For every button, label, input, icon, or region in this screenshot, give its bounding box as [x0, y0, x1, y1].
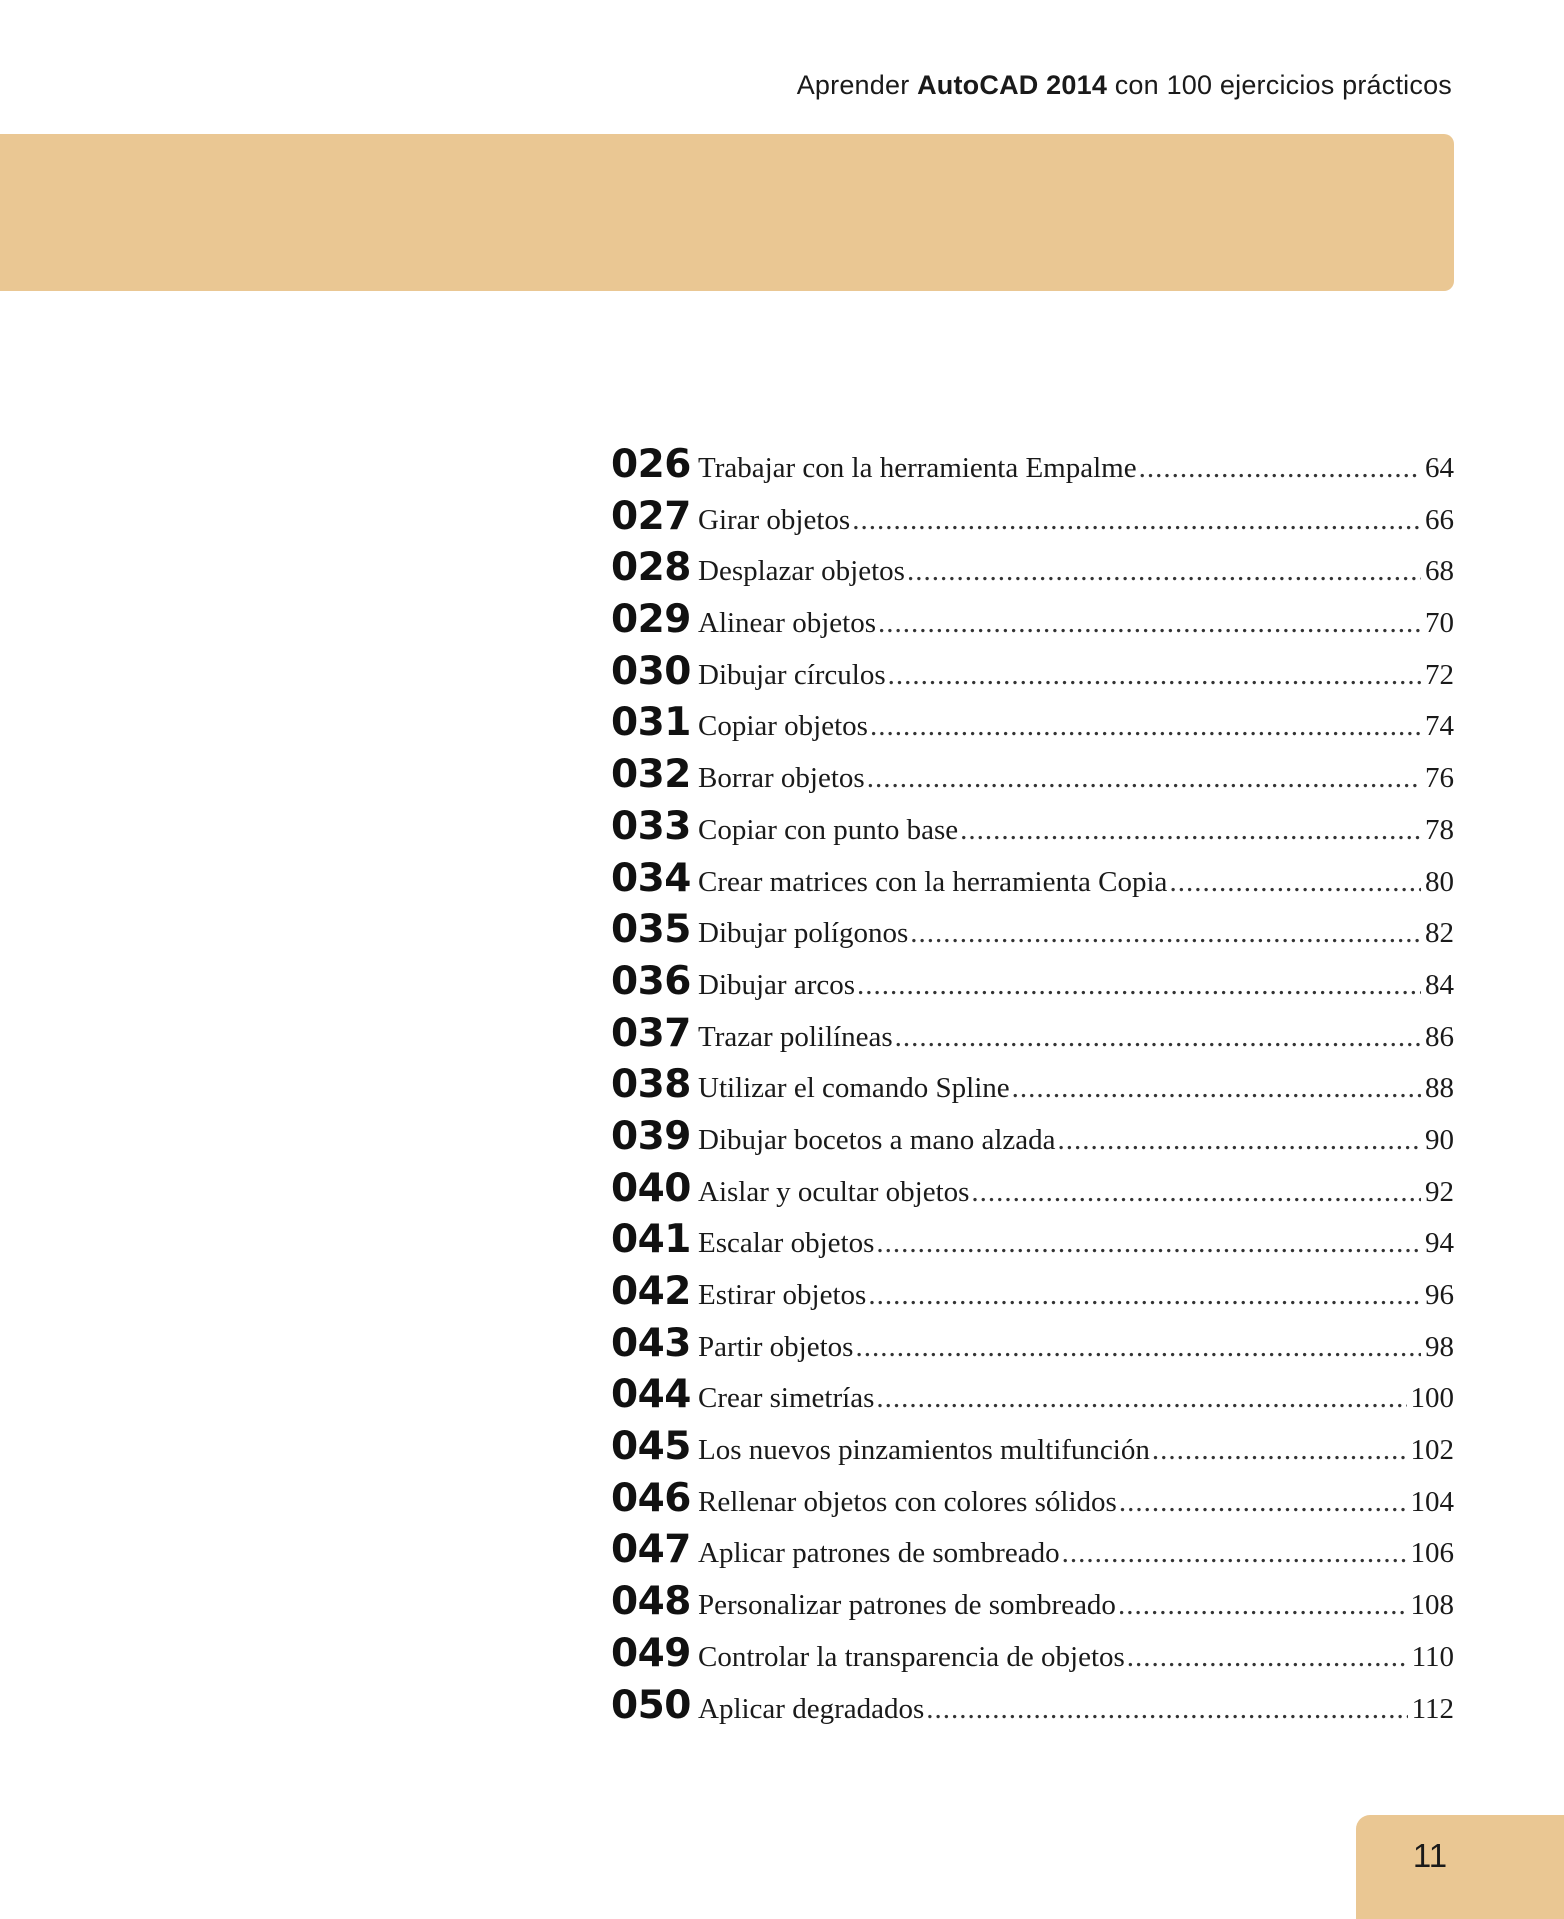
- toc-entry-page: 100: [1410, 1382, 1454, 1415]
- toc-entry-number: 044: [611, 1372, 691, 1418]
- toc-dot-leader: [971, 1176, 1421, 1209]
- toc-entry-title: Copiar objetos: [698, 710, 868, 743]
- toc-entry-number: 029: [611, 597, 691, 643]
- toc-entry-page: 98: [1425, 1330, 1454, 1363]
- toc-entry-title: Escalar objetos: [698, 1227, 875, 1260]
- toc-entry[interactable]: [611, 1424, 1454, 1476]
- toc-dot-leader: [878, 607, 1421, 640]
- toc-entry-page: 84: [1425, 968, 1454, 1001]
- toc-entry-number: 038: [611, 1062, 691, 1108]
- toc-entry[interactable]: [611, 907, 1454, 959]
- toc-dot-leader: [852, 504, 1421, 537]
- toc-entry-number: 034: [611, 855, 691, 901]
- toc-dot-leader: [1118, 1589, 1407, 1622]
- toc-entry[interactable]: [611, 1062, 1454, 1114]
- toc-entry-number: 048: [611, 1579, 691, 1625]
- toc-entry[interactable]: [611, 442, 1454, 494]
- toc-entry-title: Trabajar con la herramienta Empalme: [698, 452, 1137, 484]
- toc-entry[interactable]: [611, 1476, 1454, 1528]
- toc-entry-page: 90: [1425, 1123, 1454, 1156]
- toc-dot-leader: [1169, 866, 1421, 899]
- toc-entry-title: Alinear objetos: [698, 607, 876, 640]
- toc-entry-page: 80: [1425, 865, 1454, 898]
- page-number-tab: [1356, 1815, 1564, 1919]
- running-header: [797, 70, 1452, 101]
- toc-entry-page: 64: [1425, 452, 1454, 484]
- page-number: 11: [1412, 1837, 1448, 1874]
- toc-entry-number: 043: [611, 1320, 691, 1366]
- header-suffix: con 100 ejercicios prácticos: [1107, 70, 1452, 100]
- toc-dot-leader: [870, 710, 1421, 743]
- toc-entry[interactable]: [611, 1269, 1454, 1321]
- toc-entry-number: 031: [611, 700, 691, 746]
- toc-entry-title: Los nuevos pinzamientos multifunción: [698, 1434, 1150, 1467]
- toc-entry-page: 76: [1425, 762, 1454, 795]
- toc-entry-number: 050: [611, 1682, 691, 1728]
- toc-dot-leader: [876, 1382, 1406, 1415]
- toc-entry[interactable]: [611, 1527, 1454, 1579]
- toc-entry-title: Aislar y ocultar objetos: [698, 1175, 970, 1208]
- toc-entry-number: 037: [611, 1010, 691, 1056]
- toc-entry[interactable]: [611, 1372, 1454, 1424]
- toc-entry[interactable]: [611, 1114, 1454, 1166]
- toc-entry-number: 035: [611, 907, 691, 953]
- toc-entry-number: 046: [611, 1475, 691, 1521]
- toc-entry[interactable]: [611, 752, 1454, 804]
- toc-dot-leader: [1139, 452, 1421, 485]
- header-book-title: AutoCAD 2014: [917, 70, 1108, 100]
- toc-entry[interactable]: [611, 1631, 1454, 1683]
- toc-entry-number: 026: [611, 442, 691, 487]
- toc-entry-page: 72: [1425, 658, 1454, 691]
- toc-entry-page: 94: [1425, 1227, 1454, 1260]
- toc-dot-leader: [910, 917, 1421, 950]
- toc-dot-leader: [1058, 1124, 1421, 1157]
- toc-entry-title: Rellenar objetos con colores sólidos: [698, 1485, 1117, 1518]
- toc-entry-page: 78: [1425, 813, 1454, 846]
- toc-entry-number: 033: [611, 803, 691, 849]
- toc-entry-title: Aplicar degradados: [698, 1692, 925, 1725]
- toc-entry-title: Controlar la transparencia de objetos: [698, 1640, 1125, 1673]
- toc-entry-number: 045: [611, 1424, 691, 1470]
- toc-entry-title: Utilizar el comando Spline: [698, 1072, 1010, 1105]
- toc-entry[interactable]: [611, 494, 1454, 546]
- toc-entry-page: 82: [1425, 917, 1454, 950]
- toc-entry-page: 86: [1425, 1020, 1454, 1053]
- toc-dot-leader: [1062, 1537, 1407, 1570]
- toc-entry[interactable]: [611, 700, 1454, 752]
- toc-entry-title: Borrar objetos: [698, 762, 865, 795]
- toc-dot-leader: [926, 1693, 1407, 1726]
- toc-entry[interactable]: [611, 1579, 1454, 1631]
- toc-entry-number: 028: [611, 545, 691, 591]
- toc-entry[interactable]: [611, 1683, 1454, 1735]
- toc-dot-leader: [895, 1021, 1421, 1054]
- toc-entry[interactable]: [611, 1011, 1454, 1063]
- toc-dot-leader: [907, 555, 1421, 588]
- toc-dot-leader: [960, 814, 1421, 847]
- toc-entry[interactable]: [611, 856, 1454, 908]
- toc-entry-page: 96: [1425, 1279, 1454, 1311]
- toc-entry-title: Dibujar círculos: [698, 658, 886, 691]
- toc-entry-title: Personalizar patrones de sombreado: [698, 1589, 1116, 1622]
- toc-entry-page: 112: [1411, 1692, 1454, 1725]
- toc-entry-page: 106: [1410, 1537, 1454, 1570]
- toc-entry-title: Girar objetos: [698, 503, 851, 536]
- toc-entry-title: Crear simetrías: [698, 1382, 875, 1415]
- toc-dot-leader: [1012, 1072, 1421, 1105]
- toc-entry-page: 110: [1411, 1640, 1454, 1673]
- toc-entry-number: 047: [611, 1527, 691, 1573]
- toc-dot-leader: [876, 1227, 1421, 1260]
- toc-entry[interactable]: [611, 1321, 1454, 1373]
- toc-entry-title: Dibujar bocetos a mano alzada: [698, 1123, 1056, 1156]
- toc-dot-leader: [855, 1331, 1421, 1364]
- toc-entry-title: Desplazar objetos: [698, 555, 905, 588]
- toc-entry-page: 66: [1425, 503, 1454, 536]
- header-prefix: Aprender: [796, 70, 918, 100]
- toc-entry-number: 040: [611, 1165, 691, 1211]
- toc-entry-title: Copiar con punto base: [698, 813, 959, 846]
- toc-dot-leader: [1152, 1434, 1407, 1467]
- toc-dot-leader: [868, 1279, 1421, 1312]
- toc-entry[interactable]: [611, 1166, 1454, 1218]
- toc-entry-number: 027: [611, 493, 691, 539]
- toc-entry[interactable]: [611, 597, 1454, 649]
- toc-entry-number: 030: [611, 648, 691, 694]
- toc-entry[interactable]: [611, 959, 1454, 1011]
- toc-entry-page: 68: [1425, 555, 1454, 588]
- toc-entry-title: Partir objetos: [698, 1330, 854, 1363]
- toc-entry-number: 036: [611, 958, 691, 1004]
- toc-entry-page: 74: [1425, 710, 1454, 743]
- toc-entry-title: Dibujar arcos: [698, 968, 856, 1001]
- toc-entry-page: 104: [1410, 1485, 1454, 1518]
- toc-entry-number: 042: [611, 1269, 691, 1314]
- toc-dot-leader: [1119, 1486, 1407, 1519]
- toc-entry-title: Estirar objetos: [698, 1279, 867, 1311]
- toc-dot-leader: [1127, 1641, 1408, 1674]
- table-of-contents: [611, 442, 1454, 1734]
- toc-entry-page: 92: [1425, 1175, 1454, 1208]
- toc-entry-page: 108: [1410, 1589, 1454, 1622]
- toc-entry[interactable]: [611, 545, 1454, 597]
- toc-entry[interactable]: [611, 649, 1454, 701]
- toc-entry-number: 041: [611, 1217, 691, 1263]
- toc-entry[interactable]: [611, 1217, 1454, 1269]
- toc-entry-title: Trazar polilíneas: [698, 1020, 893, 1053]
- toc-entry-number: 039: [611, 1113, 691, 1159]
- toc-dot-leader: [867, 762, 1421, 795]
- toc-entry-number: 049: [611, 1630, 691, 1676]
- toc-entry-title: Aplicar patrones de sombreado: [698, 1537, 1060, 1570]
- toc-entry-page: 88: [1425, 1072, 1454, 1105]
- toc-entry-title: Crear matrices con la herramienta Copia: [698, 865, 1168, 898]
- toc-entry-page: 102: [1410, 1434, 1454, 1467]
- toc-entry-title: Dibujar polígonos: [698, 917, 909, 950]
- toc-dot-leader: [857, 969, 1421, 1002]
- toc-entry-page: 70: [1425, 607, 1454, 640]
- toc-dot-leader: [888, 659, 1421, 692]
- header-banner: [0, 134, 1454, 291]
- toc-entry-number: 032: [611, 752, 691, 798]
- toc-entry[interactable]: [611, 804, 1454, 856]
